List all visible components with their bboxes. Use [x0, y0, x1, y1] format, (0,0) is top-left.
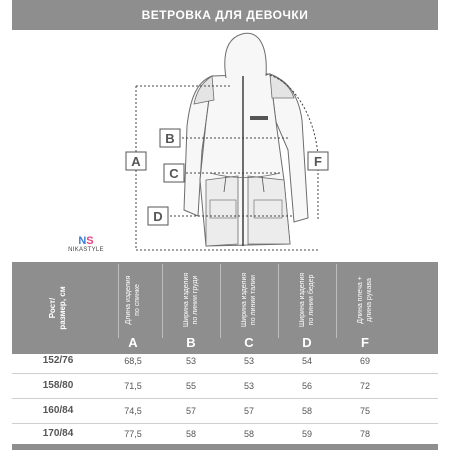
column-header-b: Ширина изделия по линии груди B: [183, 272, 199, 350]
size-cell: 152/76: [42, 355, 74, 366]
column-header-a: Длина изделия по спинке A: [125, 275, 141, 350]
value-cell: 69: [359, 356, 370, 366]
size-column-header: Рост/ размер, см: [48, 286, 67, 330]
marker-b: [160, 129, 180, 147]
size-cell: 170/84: [42, 428, 74, 439]
value-cell: 72: [359, 381, 370, 391]
marker-c: [164, 164, 184, 182]
page-title: ВЕТРОВКА ДЛЯ ДЕВОЧКИ: [12, 0, 438, 30]
svg-text:D: D: [153, 209, 163, 224]
value-cell: 56: [301, 381, 312, 391]
marker-a: [126, 152, 146, 170]
column-header-f: Длина плеча + длина рукава F: [357, 276, 373, 350]
brand-name: NIKASTYLE: [68, 247, 104, 253]
value-cell: 53: [243, 381, 254, 391]
value-cell: 57: [243, 406, 254, 416]
size-table-header: [12, 262, 438, 354]
value-cell: 54: [301, 356, 312, 366]
column-header-c: Ширина изделия по линии талии C: [241, 272, 257, 350]
column-header-d: Ширина изделия по линии бедер D: [299, 272, 315, 350]
brand-mark: NS: [78, 235, 94, 247]
value-cell: 58: [185, 429, 196, 439]
svg-text:B: B: [165, 131, 175, 146]
svg-text:A: A: [131, 154, 141, 169]
value-cell: 68,5: [124, 356, 142, 366]
table-row: [12, 399, 438, 424]
value-cell: 55: [185, 381, 196, 391]
value-cell: 58: [301, 406, 312, 416]
value-cell: 71,5: [124, 381, 142, 391]
bottom-bar: [12, 444, 438, 450]
value-cell: 58: [243, 429, 254, 439]
jacket-diagram: [0, 30, 450, 262]
value-cell: 78: [359, 429, 370, 439]
value-cell: 74,5: [124, 406, 142, 416]
svg-text:F: F: [314, 154, 322, 169]
value-cell: 75: [359, 406, 370, 416]
table-row: [12, 349, 438, 374]
table-row: [12, 424, 438, 444]
value-cell: 57: [185, 406, 196, 416]
value-cell: 53: [243, 356, 254, 366]
brand-logo: [66, 236, 106, 253]
marker-f: [308, 152, 328, 170]
marker-d: [148, 207, 168, 225]
svg-text:C: C: [169, 166, 179, 181]
size-cell: 160/84: [42, 405, 74, 416]
value-cell: 53: [185, 356, 196, 366]
size-cell: 158/80: [42, 380, 74, 391]
value-cell: 59: [301, 429, 312, 439]
table-row: [12, 374, 438, 399]
value-cell: 77,5: [124, 429, 142, 439]
